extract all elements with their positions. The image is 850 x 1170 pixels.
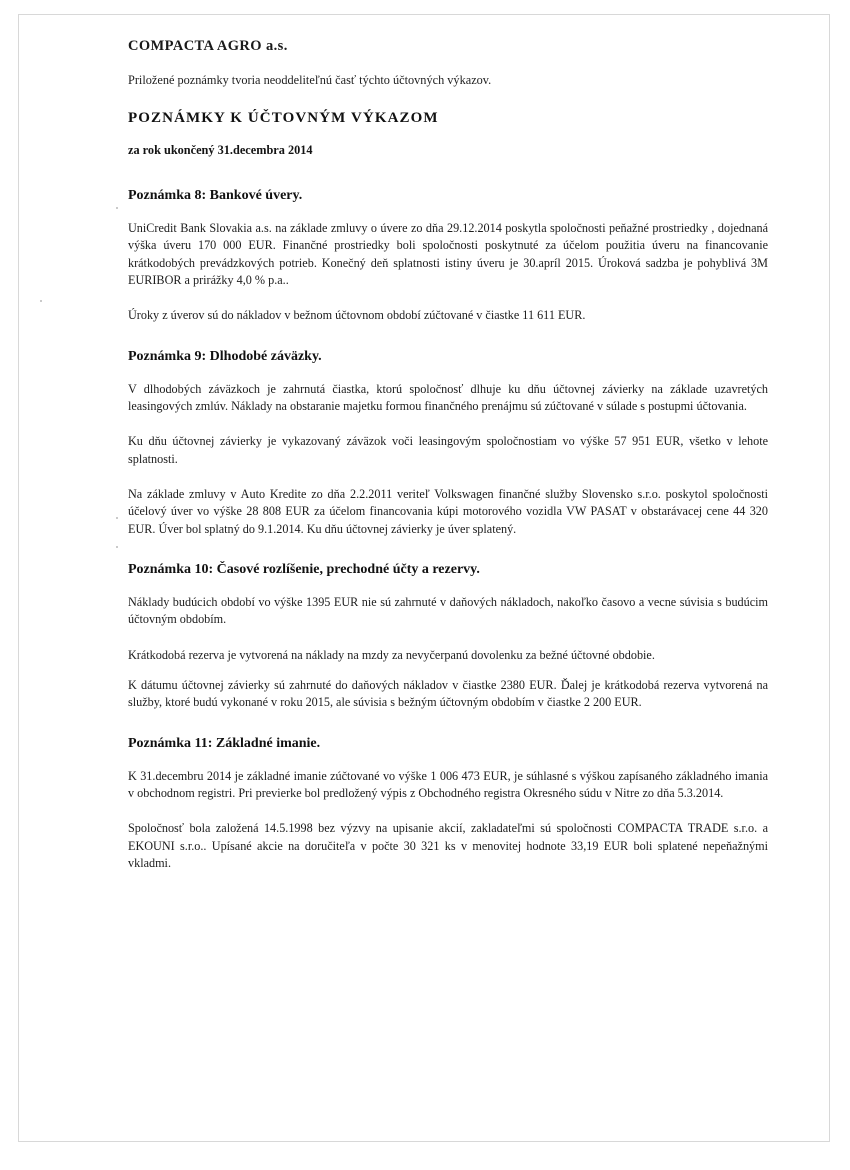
note-paragraph: V dlhodobých záväzkoch je zahrnutá čiastka, ktorú spoločnosť dlhuje ku dňu účtovnej závierky na základe uzavretých leasingových zmlúv. Náklady na obstaranie majetku formou finančného prenájmu sú zúčtované v súlade s postupmi účtovania. [128, 381, 768, 413]
note-paragraph: K dátumu účtovnej závierky sú zahrnuté do daňových nákladov v čiastke 2380 EUR. Ďalej je krátkodobá rezerva vytvorená na služby, ktoré budú vykonané v roku 2015, ale súvisia s bežným účtovným obdobím v čiastke 2 200 EUR. [128, 677, 768, 710]
note-paragraph: Krátkodobá rezerva je vytvorená na náklady na mzdy za nevyčerpanú dovolenku za bežné účtovné obdobie. [128, 647, 655, 662]
page-title: POZNÁMKY K ÚČTOVNÝM VÝKAZOM [128, 110, 439, 126]
intro-line: Priložené poznámky tvoria neoddeliteľnú časť týchto účtovných výkazov. [128, 73, 492, 87]
scan-speckle [40, 300, 42, 302]
note-paragraph: Úroky z úverov sú do nákladov v bežnom účtovnom období zúčtované v čiastke 11 611 EUR. [128, 308, 586, 323]
note-paragraph: Náklady budúcich období vo výške 1395 EUR nie sú zahrnuté v daňových nákladoch, nakoľko časovo a vecne súvisia s budúcim účtovným obdobím. [128, 594, 768, 627]
note-heading: Poznámka 9: Dlhodobé záväzky. [128, 348, 322, 364]
note-heading: Poznámka 10: Časové rozlíšenie, prechodné účty a rezervy. [128, 561, 480, 577]
scan-speckle [116, 207, 118, 209]
note-section [128, 349, 768, 538]
note-paragraph: Na základe zmluvy v Auto Kredite zo dňa 2.2.2011 veriteľ Volkswagen finančné služby Slovensko s.r.o. poskytol spoločnosti účelový úver vo výške 28 808 EUR za účelom financovania kúpi motorového vozidla VW PASAT v obstarávacej cene 44 320 EUR. Úver bol splatný do 9.1.2014. Ku dňu účtovnej závierky je úver splatený. [128, 486, 768, 536]
scan-speckle [116, 546, 118, 548]
note-paragraph: K 31.decembru 2014 je základné imanie zúčtované vo výške 1 006 473 EUR, je súhlasné s výškou zapísaného základného imania v obchodnom registri. Pri previerke bol predložený výpis z Obchodného registra Okresného súdu v Nitre zo dňa 5.3.2014. [128, 768, 768, 800]
note-section [128, 736, 768, 873]
note-paragraph: UniCredit Bank Slovakia a.s. na základe zmluvy o úvere zo dňa 29.12.2014 poskytla spoločnosti peňažné prostriedky , dojednaná výška úveru 170 000 EUR. Finančné prostriedky boli spoločnosti poskytnuté za účelom použitia úveru na financovanie krátkodobých prevádzkových potrieb. Konečný deň splatnosti istiny úveru je 30.apríl 2015. Úroková sadzba je pohyblivá 3M EURIBOR a prirážky 4,0 % p.a.. [128, 221, 768, 287]
scan-speckle [116, 517, 118, 519]
company-name: COMPACTA AGRO a.s. [128, 38, 288, 54]
note-heading: Poznámka 11: Základné imanie. [128, 735, 321, 751]
note-section [128, 562, 768, 712]
note-paragraph: Spoločnosť bola založená 14.5.1998 bez výzvy na upisanie akcií, zakladateľmi sú spoločnosti COMPACTA TRADE s.r.o. a EKOUNI s.r.o.. Upísané akcie na doručiteľa v počte 30 321 ks v menovitej hodnote 33,19 EUR boli splatené nepeňažnými vkladmi. [128, 821, 768, 870]
note-heading: Poznámka 8: Bankové úvery. [128, 188, 303, 203]
document-body [128, 38, 768, 896]
document-period: za rok ukončený 31.decembra 2014 [128, 143, 313, 157]
note-section [128, 188, 768, 325]
note-paragraph: Ku dňu účtovnej závierky je vykazovaný záväzok voči leasingovým spoločnostiam vo výške 57 951 EUR, všetko v lehote splatnosti. [128, 434, 768, 466]
